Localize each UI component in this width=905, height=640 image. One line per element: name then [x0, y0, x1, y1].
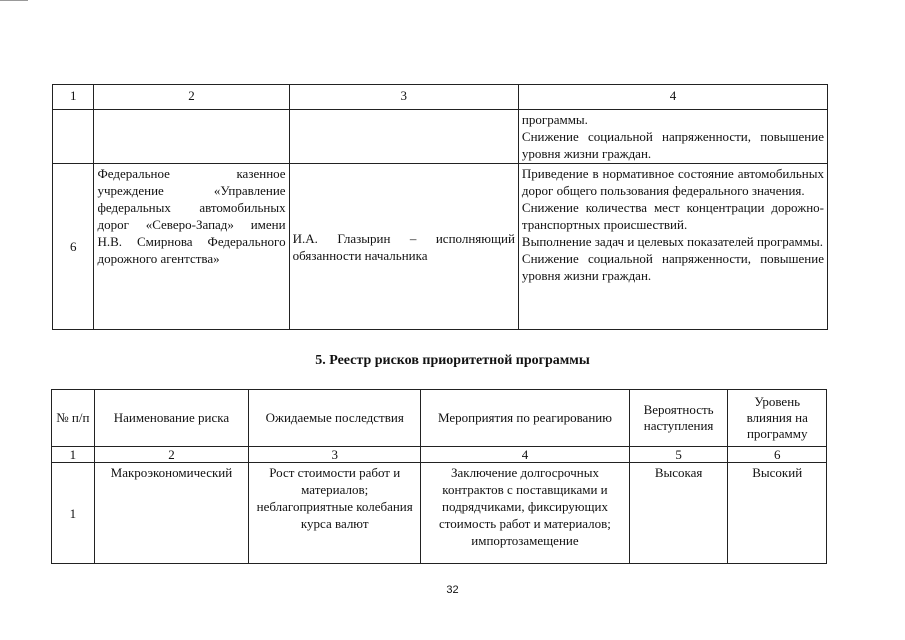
person-cell — [289, 110, 518, 164]
person-cell: И.А. Глазырин – исполняющий обязанности начальника — [289, 164, 518, 330]
section-heading: 5. Реестр рисков приоритетной программы — [315, 353, 590, 368]
result-line: Снижение социальной напряженности, повышение уровня жизни граждан. — [521, 129, 824, 161]
header-cell: 3 — [289, 85, 518, 110]
results-cell — [518, 164, 827, 330]
table-header-row — [52, 390, 827, 447]
result-line: программы. — [521, 112, 588, 127]
header-measures: Мероприятия по реагированию — [421, 390, 630, 447]
column-number-cell: 3 — [249, 447, 421, 463]
header-cell: 2 — [94, 85, 289, 110]
result-line: Выполнение задач и целевых показателей программы. — [521, 234, 823, 249]
column-number-row — [52, 447, 827, 463]
page-number: 32 — [446, 584, 459, 596]
header-probability: Вероятность наступления — [629, 390, 728, 447]
results-cell — [518, 110, 827, 164]
header-num: № п/п — [52, 390, 95, 447]
scan-corner-mark — [0, 0, 28, 5]
result-line: Снижение количества мест концентрации дорожно-транспортных происшествий. — [521, 200, 824, 232]
table-row — [52, 463, 827, 564]
header-cell: 1 — [53, 85, 94, 110]
table-header-row — [53, 85, 828, 110]
risk-name-cell: Макроэкономический — [94, 463, 249, 564]
header-consequences: Ожидаемые последствия — [249, 390, 421, 447]
risk-number-cell: 1 — [52, 463, 95, 564]
header-cell: 4 — [518, 85, 827, 110]
organization-cell — [94, 110, 289, 164]
header-impact: Уровень влияния на программу — [728, 390, 827, 447]
probability-cell: Высокая — [629, 463, 728, 564]
result-line: Приведение в нормативное состояние автомобильных дорог общего пользования федерального значения. — [521, 166, 824, 198]
risk-register-table — [51, 389, 827, 564]
row-number-cell — [53, 110, 94, 164]
measures-cell: Заключение долгосрочных контрактов с поставщиками и подрядчиками, фиксирующих стоимость работ и материалов; импортозамещение — [421, 463, 630, 564]
impact-cell: Высокий — [728, 463, 827, 564]
column-number-cell: 4 — [421, 447, 630, 463]
organization-cell: Федеральное казенное учреждение «Управление федеральных автомобильных дорог «Северо-Запад» имени Н.В. Смирнова Федерального дорожного агентства» — [94, 164, 289, 330]
column-number-cell: 6 — [728, 447, 827, 463]
column-number-cell: 2 — [94, 447, 249, 463]
result-line: Снижение социальной напряженности, повышение уровня жизни граждан. — [521, 251, 824, 283]
column-number-cell: 1 — [52, 447, 95, 463]
responsible-table — [52, 84, 828, 330]
consequences-cell: Рост стоимости работ и материалов; неблагоприятные колебания курса валют — [249, 463, 421, 564]
header-risk-name: Наименование риска — [94, 390, 249, 447]
column-number-cell: 5 — [629, 447, 728, 463]
row-number-cell: 6 — [53, 164, 94, 330]
table-row — [53, 164, 828, 330]
table-row — [53, 110, 828, 164]
